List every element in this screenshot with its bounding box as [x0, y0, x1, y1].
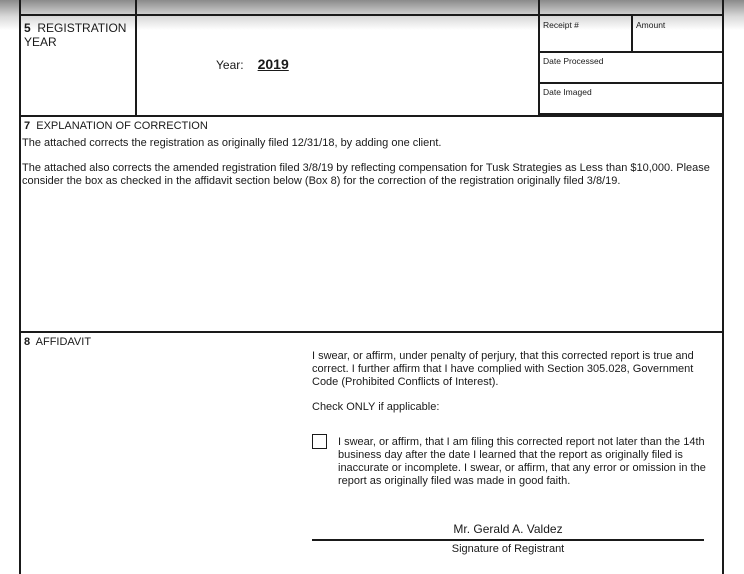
section7-top-rule	[19, 115, 723, 117]
section8-top-rule	[19, 331, 723, 333]
year-value: 2019	[257, 56, 289, 72]
signature-name: Mr. Gerald A. Valdez	[453, 522, 563, 536]
section5-number: 5	[24, 21, 31, 35]
good-faith-checkbox[interactable]	[312, 434, 327, 449]
section5-heading	[24, 21, 132, 49]
registration-year	[216, 56, 289, 72]
left-border	[19, 0, 21, 574]
office-rule-1	[539, 51, 724, 53]
section5-title: REGISTRATION YEAR	[24, 21, 127, 49]
date-processed-label: Date Processed	[543, 56, 604, 66]
section7-number: 7	[24, 120, 31, 132]
col-divider-2	[538, 0, 540, 115]
section8-number: 8	[24, 336, 31, 348]
year-label: Year:	[216, 58, 244, 72]
col-divider-1	[135, 0, 137, 115]
signature-line	[312, 539, 704, 541]
signature-label: Signature of Registrant	[451, 543, 565, 555]
affidavit-statement: I swear, or affirm, under penalty of perjury, that this corrected report is true and correct. I further affirm that I have complied with Section 305.028, Government Code (Prohibited Conflicts of Interest).	[312, 350, 694, 388]
check-only-label: Check ONLY if applicable:	[312, 401, 440, 413]
right-border	[722, 0, 724, 574]
amount-label: Amount	[636, 20, 666, 30]
office-divider-v	[631, 15, 633, 51]
top-rule	[19, 14, 723, 16]
good-faith-statement: I swear, or affirm, that I am filing this corrected report not later than the 14th business day after the date I learned that the report as originally filed is inaccurate or incomplete. I swear, or affirm, that any error or omission in the report as originally filed was made in good faith.	[338, 436, 706, 487]
correction-paragraph-1: The attached corrects the registration as originally filed 12/31/18, by adding one client.	[22, 137, 442, 149]
section7-heading	[24, 120, 208, 133]
receipt-label: Receipt #	[543, 20, 579, 30]
section8-title: AFFIDAVIT	[35, 336, 92, 348]
office-rule-2	[539, 82, 724, 84]
section8-heading	[24, 336, 91, 349]
correction-paragraph-2: The attached also corrects the amended registration filed 3/8/19 by reflecting compensation for Tusk Strategies as Less than $10,000. Please consider the box as checked in the affidavit section below (Box 8) for the correction of the registration originally filed 3/8/19.	[22, 162, 710, 187]
date-imaged-label: Date Imaged	[543, 87, 592, 97]
section7-title: EXPLANATION OF CORRECTION	[36, 120, 208, 132]
